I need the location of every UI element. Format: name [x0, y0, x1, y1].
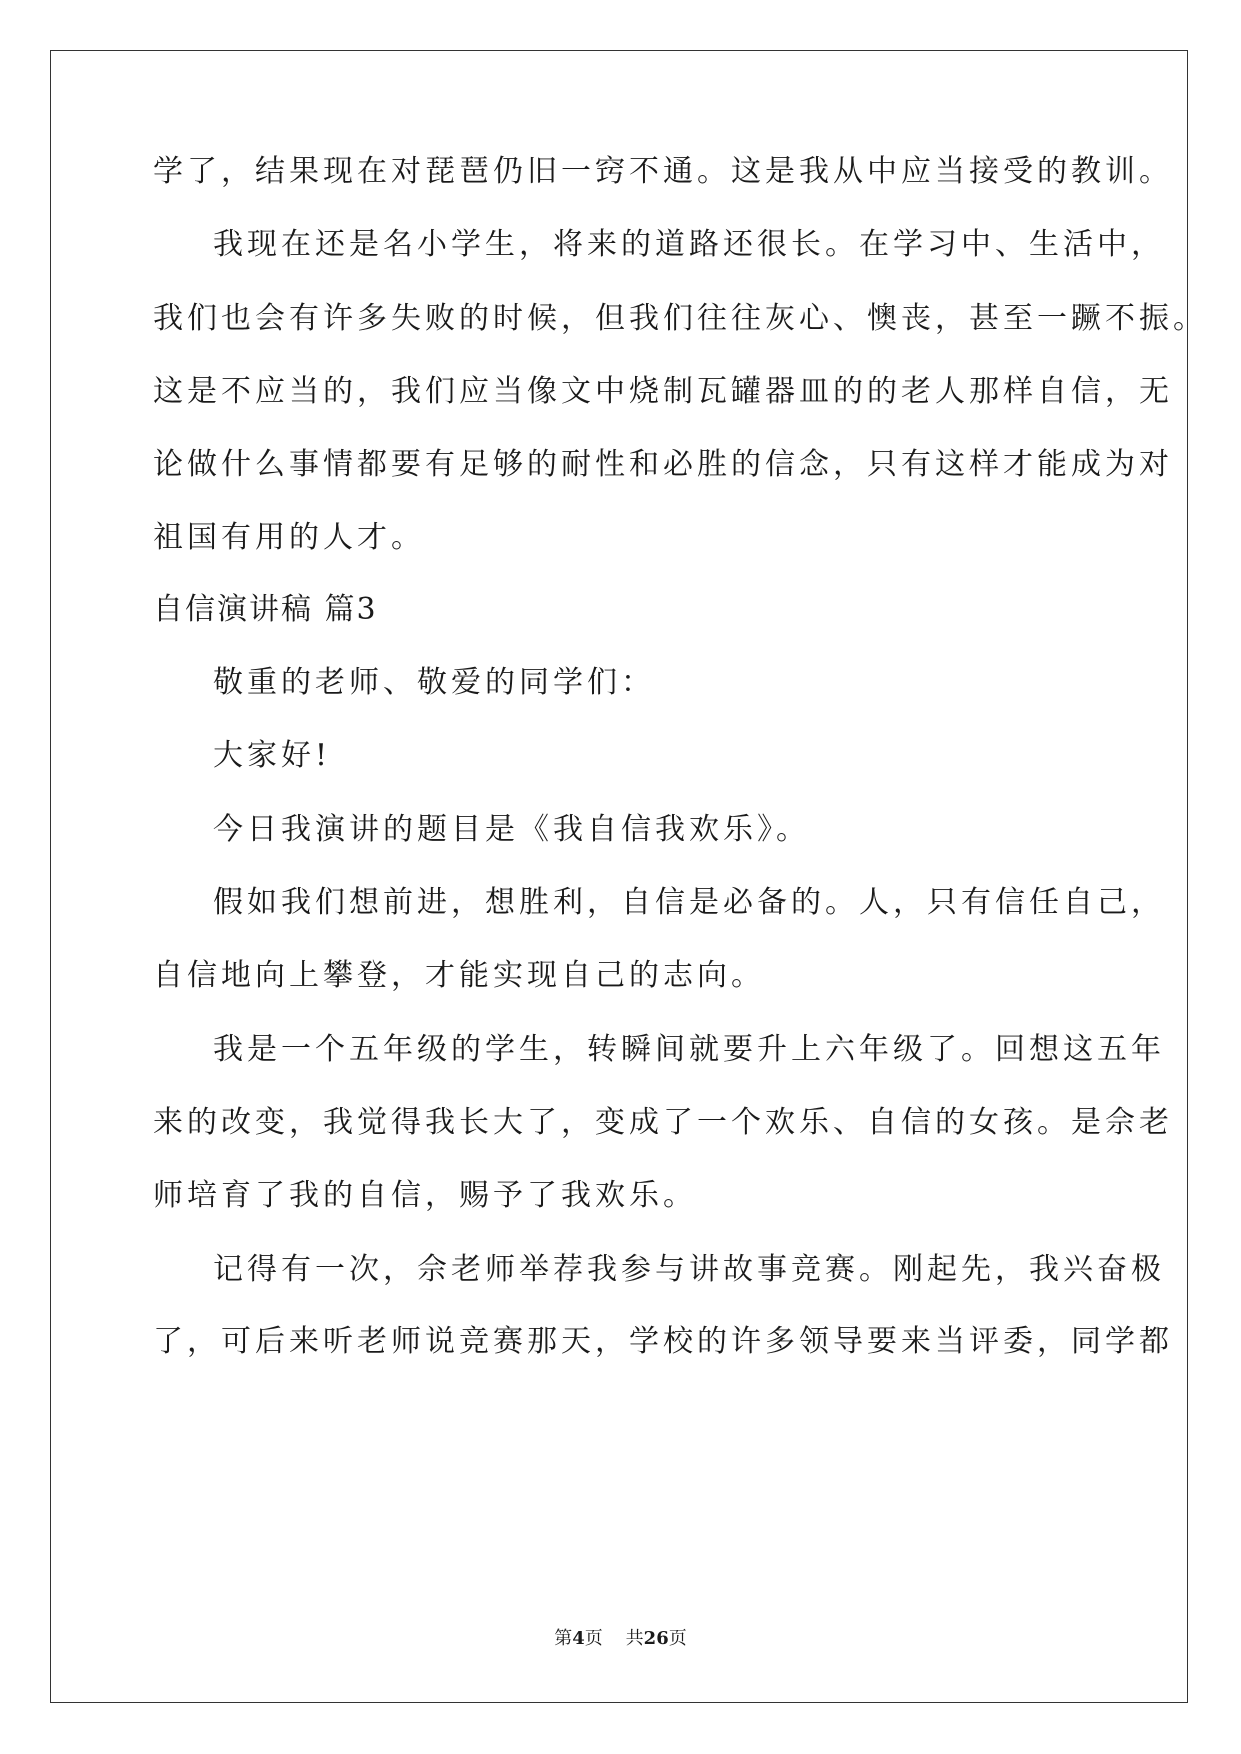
body-line: 来的改变，我觉得我长大了，变成了一个欢乐、自信的女孩。是佘老 — [153, 1105, 1173, 1140]
body-line: 师培育了我的自信，赐予了我欢乐。 — [153, 1178, 697, 1213]
body-line: 今日我演讲的题目是《我自信我欢乐》。 — [213, 812, 810, 847]
body-line: 学了，结果现在对琵琶仍旧一窍不通。这是我从中应当接受的教训。 — [153, 154, 1173, 189]
footer-page-label: 页 — [584, 1628, 603, 1649]
footer-total-prefix: 共 — [625, 1628, 644, 1649]
body-line: 自信地向上攀登，才能实现自己的志向。 — [153, 958, 765, 993]
body-line: 我现在还是名小学生，将来的道路还很长。在学习中、生活中， — [213, 227, 1165, 262]
body-line: 这是不应当的，我们应当像文中烧制瓦罐器皿的的老人那样自信，无 — [153, 374, 1173, 409]
body-line: 假如我们想前进，想胜利，自信是必备的。人，只有信任自己， — [213, 885, 1165, 920]
body-line: 祖国有用的人才。 — [153, 520, 425, 555]
body-line: 记得有一次，佘老师举荐我参与讲故事竞赛。刚起先，我兴奋极 — [213, 1252, 1165, 1287]
page-footer — [0, 1627, 1241, 1651]
section-heading: 自信演讲稿 篇3 — [153, 592, 378, 627]
footer-current-page: 4 — [572, 1628, 585, 1649]
footer-prefix: 第 — [554, 1628, 573, 1649]
body-line: 论做什么事情都要有足够的耐性和必胜的信念，只有这样才能成为对 — [153, 447, 1173, 482]
footer-total-pages: 26 — [643, 1628, 669, 1649]
body-line: 了，可后来听老师说竞赛那天，学校的许多领导要来当评委，同学都 — [153, 1324, 1173, 1359]
body-line: 我们也会有许多失败的时候，但我们往往灰心、懊丧，甚至一蹶不振。 — [153, 301, 1207, 336]
page-border — [50, 50, 1188, 1703]
greeting: 大家好! — [213, 738, 332, 773]
salutation: 敬重的老师、敬爱的同学们： — [213, 665, 655, 700]
body-line: 我是一个五年级的学生，转瞬间就要升上六年级了。回想这五年 — [213, 1032, 1165, 1067]
footer-total-label: 页 — [668, 1628, 687, 1649]
